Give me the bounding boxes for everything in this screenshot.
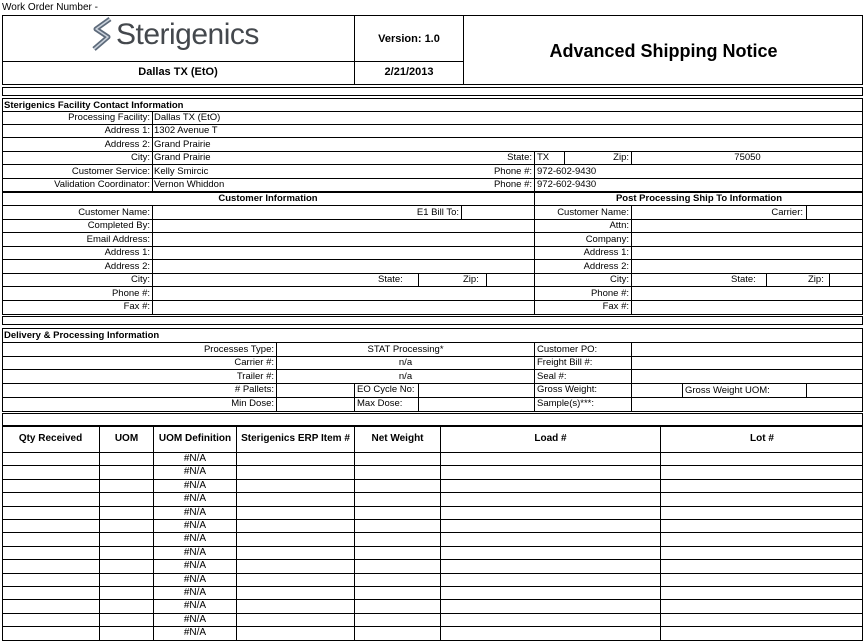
table-row[interactable] <box>2 587 863 600</box>
uom-definition-cell: #N/A <box>183 533 207 544</box>
uom-definition-cell: #N/A <box>183 547 207 558</box>
customer-address1-label: Address 1: <box>104 247 150 258</box>
validation-coordinator-value[interactable]: Vernon Whiddon <box>154 179 225 190</box>
uom-definition-cell: #N/A <box>183 574 207 585</box>
post-phone-field[interactable] <box>632 287 863 299</box>
customer-po-label: Customer PO: <box>537 344 598 355</box>
col-header-net-weight: Net Weight <box>371 433 424 444</box>
table-row[interactable] <box>2 627 863 640</box>
seal-field[interactable] <box>632 370 863 383</box>
post-section-title: Post Processing Ship To Information <box>615 193 783 204</box>
customer-fax-label: Fax #: <box>123 301 150 312</box>
customer-address1-field[interactable] <box>153 247 534 259</box>
separator-bar <box>2 413 863 426</box>
table-row[interactable] <box>2 560 863 573</box>
uom-definition-cell: #N/A <box>183 600 207 611</box>
table-row[interactable] <box>2 480 863 493</box>
processes-type-value[interactable]: STAT Processing* <box>367 344 444 355</box>
eo-cycle-field[interactable] <box>419 384 534 397</box>
email-address-label: Email Address: <box>86 234 150 245</box>
customer-city-label: City: <box>131 274 150 285</box>
table-row[interactable] <box>2 493 863 506</box>
gross-weight-label: Gross Weight: <box>537 384 598 395</box>
samples-field[interactable] <box>632 398 863 411</box>
max-dose-field[interactable] <box>419 398 534 411</box>
header-date: 2/21/2013 <box>384 66 434 78</box>
pallets-field[interactable] <box>277 384 354 397</box>
delivery-section-title: Delivery & Processing Information <box>4 330 160 341</box>
post-city-label: City: <box>610 274 629 285</box>
post-zip-label: Zip: <box>808 274 824 285</box>
col-header-uom-definition: UOM Definition <box>158 433 232 444</box>
table-row[interactable] <box>2 533 863 546</box>
facility-address1-label: Address 1: <box>104 125 150 136</box>
uom-definition-cell: #N/A <box>183 480 207 491</box>
customer-service-label: Customer Service: <box>71 166 150 177</box>
facility-zip-label: Zip: <box>613 152 629 163</box>
uom-definition-cell: #N/A <box>183 560 207 571</box>
post-attn-label: Attn: <box>609 220 629 231</box>
col-header-qty-received: Qty Received <box>18 433 83 444</box>
customer-zip-field[interactable] <box>487 274 534 286</box>
version-label: Version: 1.0 <box>378 33 440 45</box>
table-row[interactable] <box>2 507 863 520</box>
post-state-label: State: <box>731 274 756 285</box>
table-row[interactable] <box>2 600 863 613</box>
post-company-field[interactable] <box>632 233 863 245</box>
post-city-field[interactable] <box>632 274 728 286</box>
completed-by-label: Completed By: <box>87 220 150 231</box>
customer-name-label: Customer Name: <box>78 207 150 218</box>
min-dose-field[interactable] <box>277 398 354 411</box>
post-address2-field[interactable] <box>632 260 863 272</box>
post-zip-field[interactable] <box>830 274 863 286</box>
e1-bill-to-field[interactable] <box>462 206 534 218</box>
post-attn-field[interactable] <box>632 220 863 232</box>
customer-name-field[interactable] <box>153 206 393 218</box>
customer-phone-field[interactable] <box>153 287 534 299</box>
customer-city-field[interactable] <box>153 274 375 286</box>
sterigenics-logo-mark-icon <box>88 16 116 54</box>
post-carrier-field[interactable] <box>807 206 863 218</box>
eo-cycle-label: EO Cycle No: <box>357 384 415 395</box>
facility-address1-value[interactable]: 1302 Avenue T <box>154 125 218 136</box>
customer-state-field[interactable] <box>419 274 461 286</box>
cs-phone-label: Phone #: <box>493 166 532 177</box>
customer-address2-label: Address 2: <box>104 261 150 272</box>
max-dose-label: Max Dose: <box>357 398 403 409</box>
separator-bar <box>2 87 863 96</box>
uom-definition-cell: #N/A <box>183 493 207 504</box>
post-fax-label: Fax #: <box>602 301 629 312</box>
completed-by-field[interactable] <box>153 220 534 232</box>
freight-bill-field[interactable] <box>632 357 863 369</box>
validation-coordinator-label: Validation Coordinator: <box>54 179 150 190</box>
uom-definition-cell: #N/A <box>183 466 207 477</box>
customer-zip-label: Zip: <box>463 274 479 285</box>
col-header-uom: UOM <box>114 433 139 444</box>
post-company-label: Company: <box>585 234 629 245</box>
cs-phone-value[interactable]: 972-602-9430 <box>537 166 597 177</box>
uom-definition-cell: #N/A <box>183 614 207 625</box>
customer-po-field[interactable] <box>632 343 863 356</box>
work-order-label: Work Order Number - <box>2 2 98 13</box>
post-address1-field[interactable] <box>632 247 863 259</box>
post-fax-field[interactable] <box>632 301 863 313</box>
customer-state-label: State: <box>378 274 403 285</box>
processes-type-label: Processes Type: <box>203 344 274 355</box>
table-row[interactable] <box>2 453 863 466</box>
sterigenics-logo <box>88 16 259 54</box>
gross-weight-uom-field[interactable] <box>807 384 863 397</box>
post-address2-label: Address 2: <box>583 261 629 272</box>
uom-definition-cell: #N/A <box>183 520 207 531</box>
pallets-label: # Pallets: <box>234 384 274 395</box>
page-title: Advanced Shipping Notice <box>549 41 778 61</box>
customer-address2-field[interactable] <box>153 260 534 272</box>
table-row[interactable] <box>2 574 863 587</box>
customer-fax-field[interactable] <box>153 301 534 313</box>
facility-address2-value[interactable]: Grand Prairie <box>154 139 211 150</box>
facility-address2-label: Address 2: <box>104 139 150 150</box>
vc-phone-value[interactable]: 972-602-9430 <box>537 179 597 190</box>
table-row[interactable] <box>2 466 863 479</box>
facility-section-title: Sterigenics Facility Contact Information <box>4 100 184 111</box>
col-header-erp-item: Sterigenics ERP Item # <box>241 433 350 444</box>
uom-definition-cell: #N/A <box>183 507 207 518</box>
facility-city-value[interactable]: Grand Prairie <box>154 152 211 163</box>
delivery-carrier-value[interactable]: n/a <box>398 357 413 368</box>
post-address1-label: Address 1: <box>583 247 629 258</box>
post-customer-name-label: Customer Name: <box>557 207 629 218</box>
email-address-field[interactable] <box>153 233 534 245</box>
post-customer-name-field[interactable] <box>632 206 762 218</box>
col-header-load: Load # <box>534 433 567 444</box>
vc-phone-label: Phone #: <box>493 179 532 190</box>
samples-label: Sample(s)***: <box>537 398 595 409</box>
logo-text: Sterigenics <box>116 18 259 51</box>
facility-zip-value[interactable]: 75050 <box>734 152 761 163</box>
seal-label: Seal #: <box>537 371 567 382</box>
facility-state-label: State: <box>507 152 532 163</box>
processing-facility-value[interactable]: Dallas TX (EtO) <box>154 112 221 123</box>
min-dose-label: Min Dose: <box>231 398 274 409</box>
customer-phone-label: Phone #: <box>111 288 150 299</box>
freight-bill-label: Freight Bill #: <box>537 357 593 368</box>
processing-facility-label: Processing Facility: <box>68 112 150 123</box>
delivery-carrier-label: Carrier #: <box>234 357 274 368</box>
col-header-lot: Lot # <box>750 433 774 444</box>
facility-city-label: City: <box>131 152 150 163</box>
e1-bill-to-label: E1 Bill To: <box>416 207 459 218</box>
customer-section-title: Customer Information <box>218 193 318 204</box>
facility-state-value[interactable]: TX <box>537 152 550 163</box>
customer-service-value[interactable]: Kelly Smircic <box>154 166 209 177</box>
table-row[interactable] <box>2 547 863 560</box>
uom-definition-cell: #N/A <box>183 627 207 638</box>
trailer-value[interactable]: n/a <box>398 371 413 382</box>
uom-definition-cell: #N/A <box>183 587 207 598</box>
post-state-field[interactable] <box>767 274 806 286</box>
facility-name: Dallas TX (EtO) <box>138 66 218 78</box>
gross-weight-uom-label: Gross Weight UOM: <box>685 385 770 396</box>
uom-definition-cell: #N/A <box>183 453 207 464</box>
post-phone-label: Phone #: <box>590 288 629 299</box>
table-row[interactable] <box>2 520 863 533</box>
separator-bar <box>2 316 863 325</box>
gross-weight-field[interactable] <box>632 384 682 397</box>
post-carrier-label: Carrier: <box>771 207 803 218</box>
table-row[interactable] <box>2 614 863 627</box>
trailer-label: Trailer #: <box>236 371 274 382</box>
